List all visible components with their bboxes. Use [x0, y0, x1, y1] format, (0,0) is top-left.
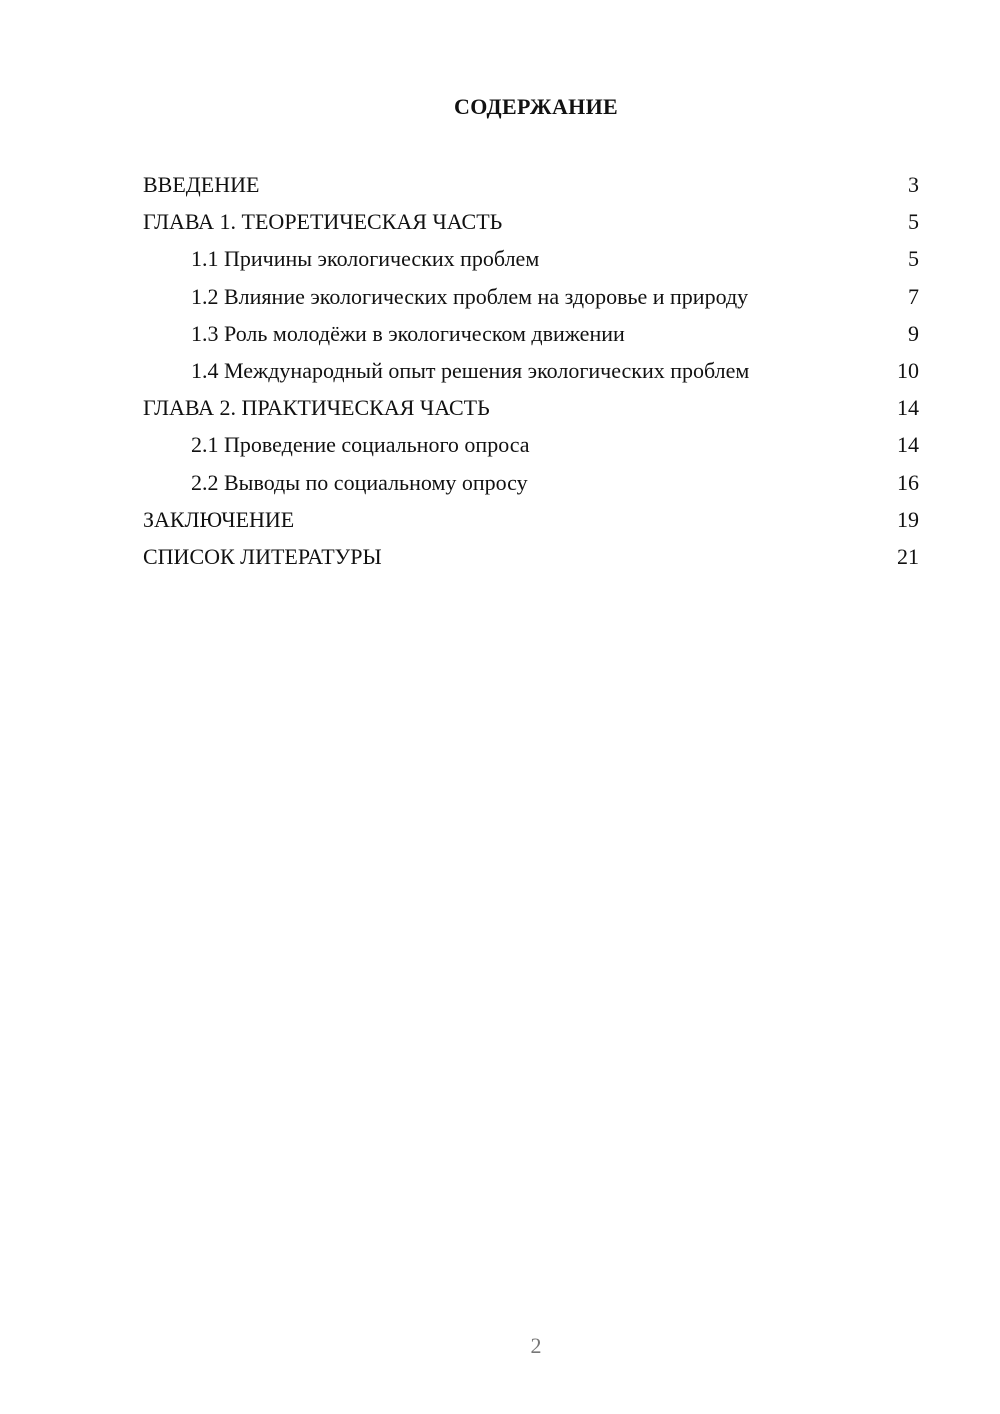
toc-entry-section-1-4[interactable]	[143, 352, 919, 389]
toc-entry-label: 1.4 Международный опыт решения экологических проблем	[191, 357, 750, 383]
toc-entry-chapter-2[interactable]	[143, 389, 919, 426]
toc-entry-page: 7	[908, 283, 919, 309]
toc-entry-page: 5	[908, 209, 919, 235]
toc-entry-label: ВВЕДЕНИЕ	[143, 172, 260, 197]
toc-entry-section-2-2[interactable]	[143, 464, 919, 501]
toc-entry-conclusion[interactable]	[143, 501, 919, 538]
toc-entry-label: 1.1 Причины экологических проблем	[191, 246, 540, 272]
toc-entry-section-1-1[interactable]	[143, 240, 919, 277]
toc-entry-chapter-1[interactable]	[143, 203, 919, 240]
toc-entry-page: 14	[897, 395, 919, 421]
toc-entry-label: ГЛАВА 1. ТЕОРЕТИЧЕСКАЯ ЧАСТЬ	[143, 209, 503, 235]
toc-entry-page: 3	[908, 172, 919, 197]
toc-entry-page: 5	[908, 246, 919, 272]
toc-entry-label: ГЛАВА 2. ПРАКТИЧЕСКАЯ ЧАСТЬ	[143, 395, 490, 421]
toc-entry-page: 14	[897, 432, 919, 458]
toc-entry-label: СПИСОК ЛИТЕРАТУРЫ	[143, 543, 382, 569]
toc-entry-page: 9	[908, 320, 919, 346]
toc-entry-page: 16	[897, 469, 919, 495]
toc-entry-introduction[interactable]	[143, 166, 919, 203]
toc-entry-section-1-2[interactable]	[143, 278, 919, 315]
toc-entry-page: 21	[897, 543, 919, 569]
toc-entry-label: 2.1 Проведение социального опроса	[191, 432, 530, 458]
page-title: СОДЕРЖАНИЕ	[454, 94, 618, 119]
toc-entry-page: 10	[897, 357, 919, 383]
toc-entry-section-1-3[interactable]	[143, 315, 919, 352]
toc-entry-label: 2.2 Выводы по социальному опросу	[191, 469, 528, 495]
toc-entry-label: 1.3 Роль молодёжи в экологическом движении	[191, 320, 625, 346]
page-number: 2	[530, 1333, 542, 1358]
toc-entry-label: 1.2 Влияние экологических проблем на здоровье и природу	[191, 283, 749, 309]
table-of-contents	[143, 166, 919, 575]
toc-entry-label: ЗАКЛЮЧЕНИЕ	[143, 506, 295, 532]
toc-entry-section-2-1[interactable]	[143, 426, 919, 463]
toc-entry-page: 19	[897, 506, 919, 532]
toc-entry-references[interactable]	[143, 538, 919, 575]
